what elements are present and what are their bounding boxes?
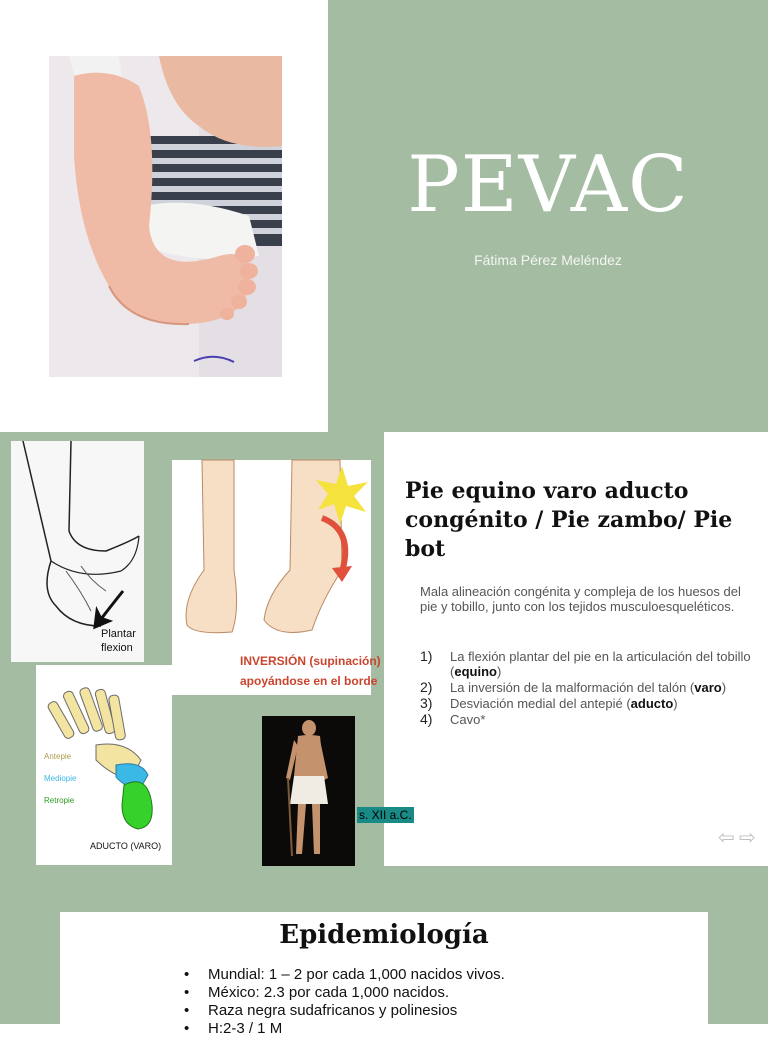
list-item: • Mundial: 1 – 2 por cada 1,000 nacidos vivos. (208, 966, 505, 984)
infant-clubfoot-photo (49, 56, 282, 377)
pharaoh-statue-photo (262, 716, 355, 866)
foot-bones-diagram (36, 665, 172, 865)
author-name: Fátima Pérez Meléndez (474, 252, 622, 268)
list-item: • Raza negra sudafricanos y polinesios (208, 1002, 505, 1020)
svg-text:Antepie: Antepie (44, 752, 72, 761)
definition-slide (0, 432, 768, 866)
epidemiology-card (60, 912, 708, 1052)
slide-title: Epidemiología (279, 920, 489, 950)
svg-text:Plantar: Plantar (101, 628, 136, 640)
list-item: 4) Cavo* (420, 711, 486, 727)
list-item: 3) Desviación medial del antepié (aducto) (420, 695, 678, 711)
list-item: 2) La inversión de la malformación del talón (varo) (420, 679, 727, 695)
svg-text:Mediopie: Mediopie (44, 774, 77, 783)
title-slide (0, 0, 768, 432)
stats-list (208, 966, 505, 1038)
presentation-title: PEVAC (407, 140, 689, 230)
era-label: s. XII a.C. (359, 808, 412, 822)
inversion-diagram (172, 460, 381, 695)
svg-text:Retropie: Retropie (44, 796, 75, 805)
feature-list (420, 649, 760, 728)
plantar-flexion-diagram (11, 441, 144, 662)
prev-arrow-icon[interactable]: ⇦ (718, 827, 735, 849)
definition-text: Mala alineación congénita y compleja de los huesos del pie y tobillo, junto con los tejidos musculoesqueléticos. (420, 584, 741, 614)
next-arrow-icon[interactable]: ⇨ (739, 827, 756, 849)
slide-title: Pie equino varo aducto congénito / Pie zambo/ Pie bot (405, 478, 733, 562)
list-item: 1) La flexión plantar del pie en la articulación del tobillo (equino) (420, 648, 751, 679)
svg-text:flexion: flexion (101, 642, 133, 654)
svg-text:apoyándose en el borde: apoyándose en el borde (240, 674, 378, 688)
epidemiology-slide (0, 866, 768, 1037)
list-item: • H:2-3 / 1 M (208, 1020, 505, 1038)
list-item: • México: 2.3 por cada 1,000 nacidos. (208, 984, 505, 1002)
svg-text:ADUCTO (VARO): ADUCTO (VARO) (90, 841, 162, 851)
inversion-label: INVERSIÓN (supinación) (240, 654, 381, 668)
